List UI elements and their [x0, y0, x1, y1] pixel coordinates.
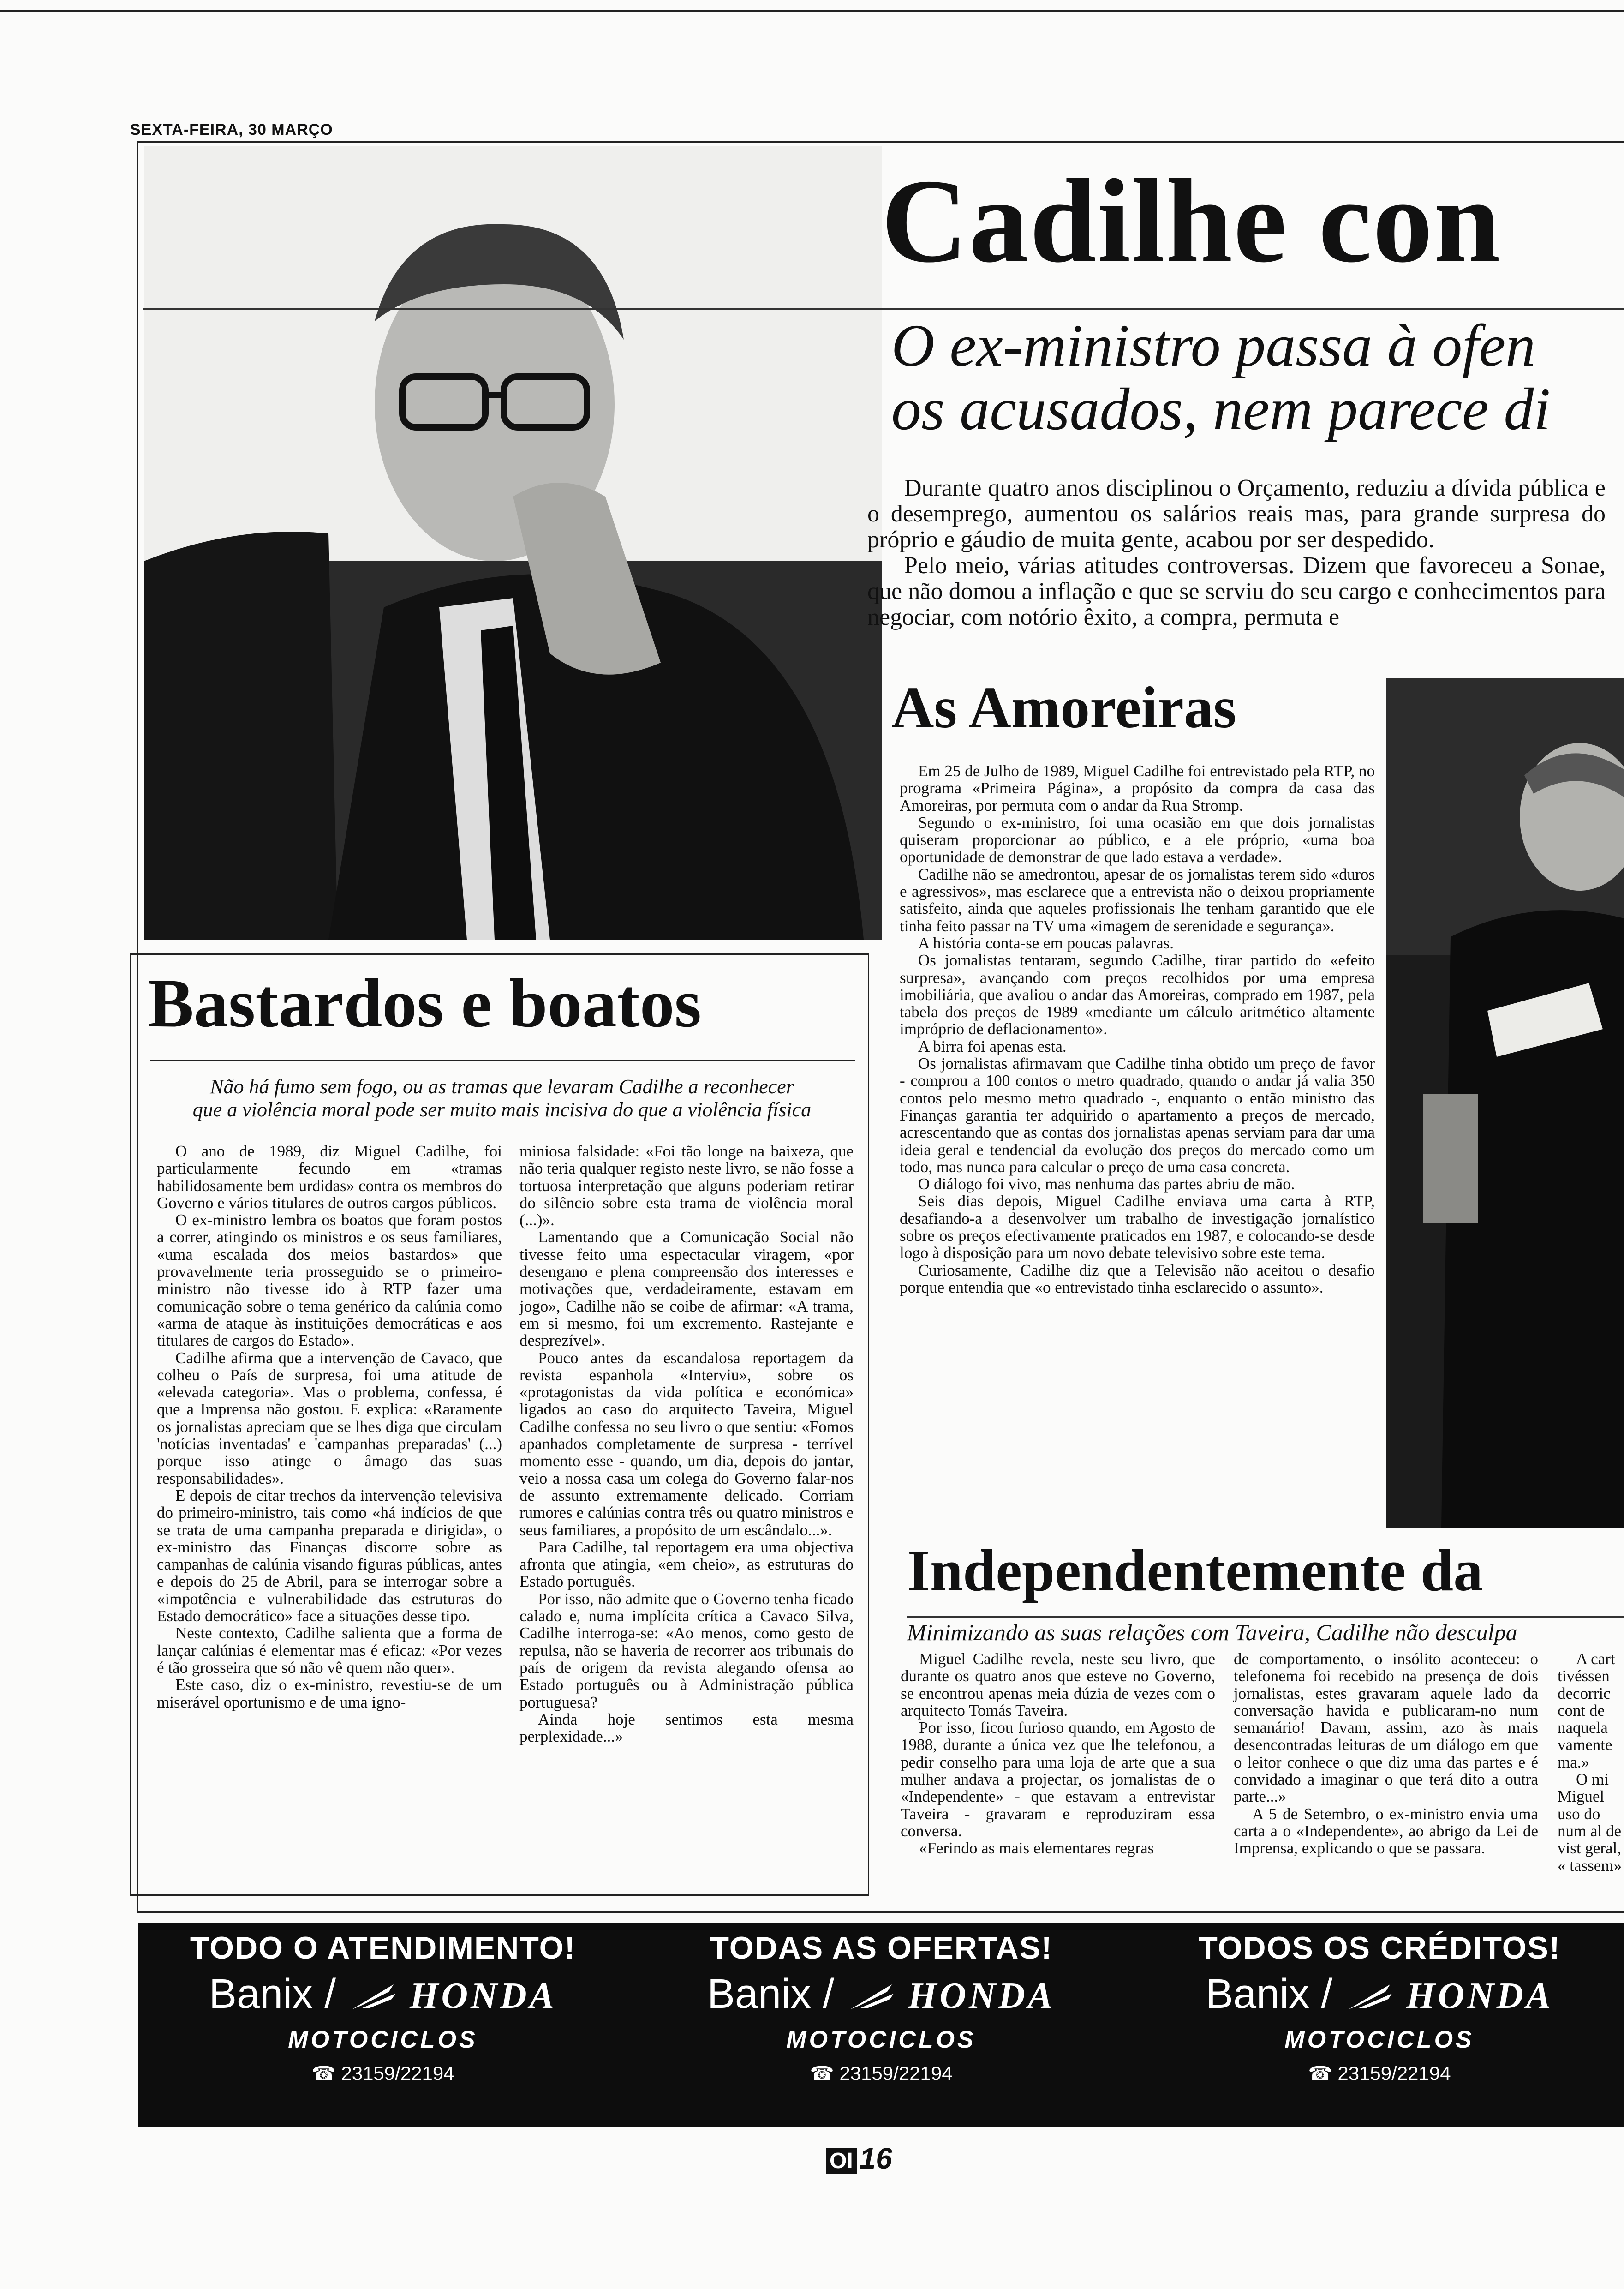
- lead-paragraph: Durante quatro anos disciplinou o Orçamento, reduziu a dívida pública e o desemprego, aumentou os salários reais mas, para grande surpresa do próprio e gáudio de muita gente, acabou por ser despedido.: [867, 475, 1606, 553]
- top-border: [0, 10, 1624, 12]
- ad-panel: [1135, 1923, 1624, 2127]
- cadilhe-photo: [144, 146, 882, 940]
- amoreiras-article: [900, 762, 1375, 1296]
- ad-slogan: TODO O ATENDIMENTO!: [190, 1930, 576, 1965]
- bastardos-deck-line-2: que a violência moral pode ser muito mais incisiva do que a violência física: [192, 1098, 812, 1121]
- ad-brand: [138, 1971, 627, 2018]
- honda-logo: HONDA: [908, 1976, 1056, 2016]
- amoreiras-heading: As Amoreiras: [891, 675, 1236, 740]
- main-headline: Cadilhe con: [881, 155, 1501, 288]
- lead-text: [867, 475, 1606, 630]
- ad-slogan: TODAS AS OFERTAS!: [710, 1930, 1053, 1965]
- article-paragraph: Para Cadilhe, tal reportagem era uma objectiva afronta que atingia, «em cheio», as estruturas do Estado português.: [519, 1538, 854, 1591]
- bastardos-column-2: [519, 1143, 854, 1745]
- banix-label: Banix /: [1205, 1971, 1333, 2017]
- article-paragraph: Cadilhe afirma que a intervenção de Cavaco, que colheu o País de surpresa, foi uma atitude de «elevada categoria». Mas o problema, confessa, é que a Imprensa não gostou. E explica: «Raramente os jornalistas apreciam que se lhes diga que circulam 'notícias inventadas' e 'campanhas preparadas' (...) porque isso atinge o âmago das suas responsabilidades».: [157, 1348, 502, 1487]
- article-paragraph: miniosa falsidade: «Foi tão longe na baixeza, que não teria qualquer registo neste livro, se não fosse a tortuosa interpretação que alguns poderiam retirar do silêncio sobre esta trama de violência moral (...)».: [519, 1142, 854, 1229]
- article-paragraph: O ex-ministro lembra os boatos que foram postos a correr, atingindo os ministros e os seus familiares, «uma escalada dos meios bastardos» que provavelmente teria prosseguido se o primeiro-ministro não tivesse ido à RTP fazer uma comunicação sobre o tema genérico da calúnia como «arma de ataque às instituições democráticas e aos titulares de cargos do Estado».: [157, 1211, 502, 1350]
- honda-logo: HONDA: [1406, 1976, 1554, 2016]
- page-footer: [826, 2141, 892, 2175]
- meeting-photo: [1386, 678, 1624, 1528]
- page-number: 16: [859, 2142, 892, 2175]
- article-paragraph: Segundo o ex-ministro, foi uma ocasião em que dois jornalistas quiseram proporcionar ao público, e a ele próprio, «uma boa oportunidade de demonstrar de que lado estava a verdade».: [900, 813, 1375, 866]
- article-paragraph: Ainda hoje sentimos esta mesma perplexidade...»: [519, 1710, 854, 1746]
- article-paragraph: O ano de 1989, diz Miguel Cadilhe, foi particularmente fecundo em «tramas habilidosamente bem urdidas» contra os membros do Governo e vários titulares de outros cargos públicos.: [157, 1142, 502, 1212]
- article-paragraph: Curiosamente, Cadilhe diz que a Televisão não aceitou o desafio porque entendia que «o entrevistado tinha esclarecido o assunto».: [900, 1261, 1375, 1296]
- bastardos-deck: [147, 1075, 857, 1121]
- ad-slogan: TODOS OS CRÉDITOS!: [1198, 1930, 1561, 1965]
- ad-brand: [637, 1971, 1126, 2018]
- ad-subtitle: MOTOCICLOS: [1284, 2026, 1475, 2053]
- article-paragraph: O mi Miguel uso do num al de vist geral, « tassem»: [1558, 1770, 1622, 1874]
- article-paragraph: Pouco antes da escandalosa reportagem da revista espanhola «Interviu», sobre os «protagonistas da vida política e económica» ligados ao caso do arquitecto Taveira, Miguel Cadilhe confessa no seu livro o que sentiu: «Fomos apanhados completamente de surpresa - terrível momento esse - quando, um dia, depois do jantar, veio a nossa casa um colega do Governo falar-nos de assunto extremamente delicado. Corriam rumores e calúnias contra três ou quatro ministros e seus familiares, a propósito de um escândalo...».: [519, 1348, 854, 1539]
- headline-rule: [143, 308, 1624, 310]
- frame-bottom-rule: [137, 1911, 1624, 1913]
- article-paragraph: Lamentando que a Comunicação Social não tivesse feito uma espectacular viragem, «por desengano e plena compreensão dos interesses e motivações que, verdadeiramente, estavam em jogo», Cadilhe não se coibe de afirmar: «A trama, em si mesmo, foi um excremento. Rastejante e desprezível».: [519, 1228, 854, 1350]
- ad-panel: [637, 1923, 1126, 2127]
- honda-wing-icon: [347, 1982, 398, 2012]
- ad-phone: ☎ 23159/22194: [311, 2062, 454, 2084]
- dateline: SEXTA-FEIRA, 30 MARÇO: [130, 121, 333, 138]
- ad-subtitle: MOTOCICLOS: [786, 2026, 976, 2053]
- article-paragraph: A história conta-se em poucas palavras.: [918, 934, 1174, 952]
- newspaper-logo: OI: [826, 2148, 857, 2174]
- main-deck: [891, 314, 1624, 441]
- ad-phone: ☎ 23159/22194: [810, 2062, 953, 2084]
- article-paragraph: Por isso, ficou furioso quando, em Agosto de 1988, durante a única vez que lhe telefonou, a pedir conselho para uma loja de arte que a sua mulher andava a projectar, os jornalistas de o «Independente» - que estavam a entrevistar Taveira - gravaram e reproduziram essa conversa.: [901, 1719, 1215, 1840]
- main-deck-line-2: os acusados, nem parece di: [891, 376, 1551, 443]
- bastardos-rule: [150, 1060, 855, 1061]
- article-paragraph: A birra foi apenas esta.: [918, 1037, 1067, 1055]
- article-paragraph: O diálogo foi vivo, mas nenhuma das partes abriu de mão.: [918, 1175, 1295, 1193]
- independente-deck: Minimizando as suas relações com Taveira, Cadilhe não desculpa: [907, 1619, 1517, 1645]
- independente-column-1: [901, 1650, 1215, 1857]
- article-paragraph: Por isso, não admite que o Governo tenha ficado calado e, numa implícita crítica a Cavaco Silva, Cadilhe interroga-se: «Ao menos, como gesto de repulsa, não se haveria de recorrer aos tribunais do país de origem da revista alegando ofensa ao Estado português ou à Administração pública portuguesa?: [519, 1589, 854, 1711]
- banix-label: Banix /: [209, 1971, 336, 2017]
- article-paragraph: Cadilhe não se amedrontou, apesar de os jornalistas terem sido «duros e agressivos», mas esclarece que a entrevista não o deixou propriamente satisfeito, ainda que aqueles profissionais lhe tenham garantido que ele tinha feito passar na TV uma «imagem de serenidade e segurança».: [900, 865, 1375, 935]
- honda-logo: HONDA: [410, 1976, 557, 2016]
- independente-heading: Independentemente da: [907, 1538, 1483, 1603]
- independente-column-2: [1234, 1650, 1538, 1857]
- article-paragraph: Em 25 de Julho de 1989, Miguel Cadilhe foi entrevistado pela RTP, no programa «Primeira Página», a propósito da compra da casa das Amoreiras, por permuta com o andar da Rua Stromp.: [900, 762, 1375, 815]
- article-paragraph: «Ferindo as mais elementares regras: [919, 1839, 1154, 1858]
- independente-column-3: [1558, 1650, 1624, 1874]
- main-deck-line-1: O ex-ministro passa à ofen: [891, 312, 1536, 379]
- article-paragraph: A cart tivéssen decorric cont de naquela vamente ma.»: [1558, 1650, 1615, 1771]
- ad-brand: [1135, 1971, 1624, 2018]
- honda-advertisement: [138, 1923, 1624, 2127]
- article-paragraph: Os jornalistas afirmavam que Cadilhe tinha obtido um preço de favor - comprou a 100 contos o metro quadrado, quando o andar já valia 350 contos pelo mesmo metro quadrado -, enquanto o então ministro das Finanças garantia ter adquirido o apartamento a preços de mercado, acrescentando que as contas dos jornalistas apenas serviam para dar uma ideia geral e tendencial da evolução dos preços do mercado como um todo, mas nunca para calcular o preço de uma casa concreta.: [900, 1055, 1375, 1176]
- ad-subtitle: MOTOCICLOS: [288, 2026, 478, 2053]
- article-paragraph: de comportamento, o insólito aconteceu: o telefonema foi recebido na presença de dois jornalistas, estes gravaram aquele lado da conversação havida e publicaram-no num semanário! Davam, assim, azo às mais desencontradas leituras de um diálogo em que o leitor conhece o que diz uma das partes e é convidado a imaginar o que terá dito a outra parte...»: [1234, 1650, 1538, 1806]
- article-paragraph: E depois de citar trechos da intervenção televisiva do primeiro-ministro, tais como «há indícios de que se trata de uma campanha preparada e dirigida», o ex-ministro das Finanças discorre sobre as campanhas de calúnia visando figuras públicas, antes e depois do 25 de Abril, para se interrogar sobre a «impotência e vulnerabilidade das estruturas do Estado democrático» face a situações desse tipo.: [157, 1486, 502, 1625]
- frame-top-rule: [137, 141, 1624, 143]
- article-paragraph: Neste contexto, Cadilhe salienta que a forma de lançar calúnias é elementar mas é eficaz: «Por vezes é tão grosseira que só não vê quem não quer».: [157, 1624, 502, 1677]
- honda-wing-icon: [846, 1982, 896, 2012]
- article-paragraph: Seis dias depois, Miguel Cadilhe enviava uma carta à RTP, desafiando-a a desenvolver um trabalho de investigação jornalístico sobre os preços efectivamente praticados em 1987, e colocando-se desde logo à disposição para um novo debate televisivo sobre este tema.: [900, 1192, 1375, 1262]
- independente-rule: [907, 1616, 1624, 1618]
- article-paragraph: A 5 de Setembro, o ex-ministro envia uma carta a o «Independente», ao abrigo da Lei de Imprensa, explicando o que se passara.: [1234, 1804, 1538, 1858]
- lead-paragraph: Pelo meio, várias atitudes controversas. Dizem que favoreceu a Sonae, que não domou a inflação e que se serviu do seu cargo e conhecimentos para negociar, com notório êxito, a compra, permuta e: [867, 552, 1606, 630]
- ad-phone: ☎ 23159/22194: [1308, 2062, 1451, 2084]
- ad-panel: [138, 1923, 627, 2127]
- article-paragraph: Miguel Cadilhe revela, neste seu livro, que durante os quatro anos que esteve no Governo, se encontrou apenas meia dúzia de vezes com o arquitecto Tomás Taveira.: [901, 1650, 1215, 1720]
- honda-wing-icon: [1344, 1982, 1395, 2012]
- article-paragraph: Os jornalistas tentaram, segundo Cadilhe, tirar partido do «efeito surpresa», avançando com preços recolhidos por uma empresa imobiliária, que avaliou o andar das Amoreiras, comprado em 1987, pela tabela dos preços de 1989 «mediante um cálculo aritmético altamente impróprio de deflacionamento».: [900, 951, 1375, 1038]
- article-paragraph: Este caso, diz o ex-ministro, revestiu-se de um miserável oportunismo e de uma igno-: [157, 1676, 502, 1711]
- banix-label: Banix /: [707, 1971, 835, 2017]
- bastardos-column-1: [157, 1143, 502, 1711]
- bastardos-deck-line-1: Não há fumo sem fogo, ou as tramas que levaram Cadilhe a reconhecer: [210, 1075, 794, 1098]
- bastardos-heading: Bastardos e boatos: [148, 965, 702, 1042]
